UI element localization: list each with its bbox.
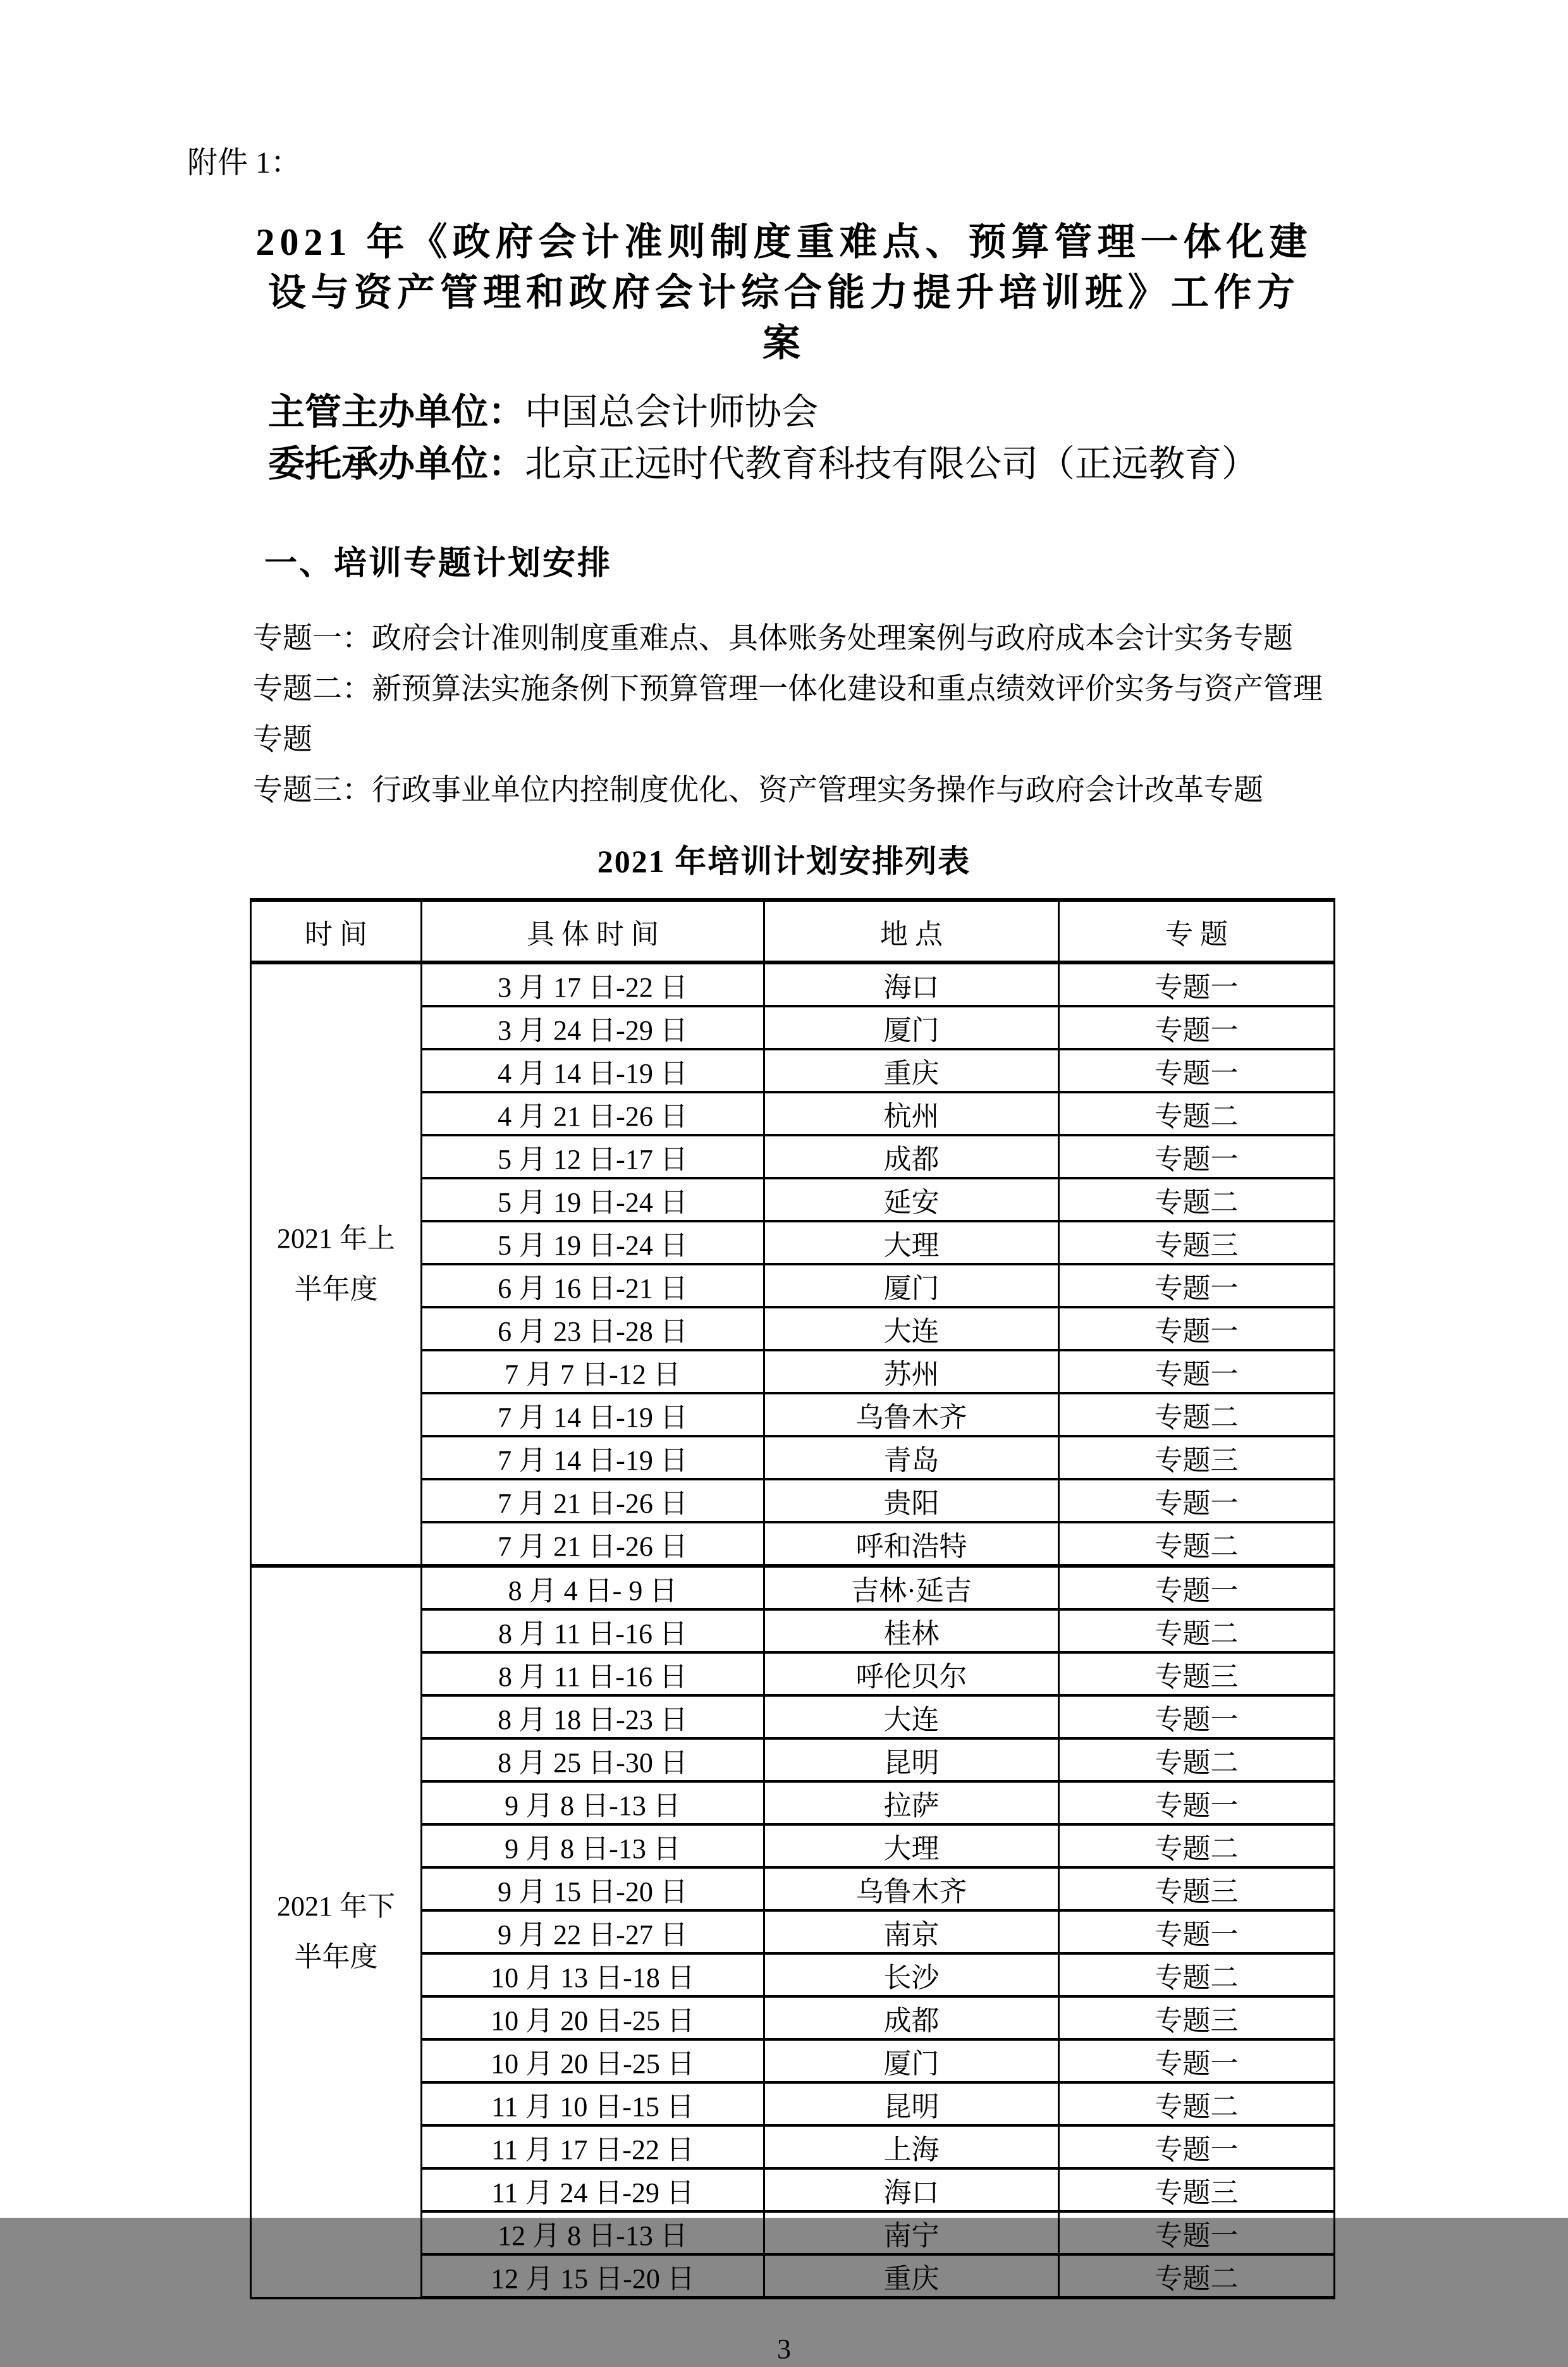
date-cell: 9 月 8 日-13 日 — [422, 1824, 764, 1867]
location-cell: 延安 — [764, 1178, 1059, 1221]
date-cell: 5 月 12 日-17 日 — [422, 1135, 764, 1178]
topic-cell: 专题一 — [1059, 2211, 1335, 2254]
topic-cell: 专题一 — [1059, 1781, 1335, 1824]
topic-cell: 专题一 — [1059, 1307, 1335, 1350]
period-line: 2021 年上 — [277, 1223, 395, 1254]
table-title: 2021 年培训计划安排列表 — [597, 844, 971, 879]
title-line: 设与资产管理和政府会计综合能力提升培训班》工作方 — [268, 272, 1300, 314]
attachment-label: 附件 1： — [187, 146, 302, 180]
topic-cell: 专题三 — [1059, 2168, 1335, 2211]
location-cell: 贵阳 — [764, 1479, 1059, 1522]
topic-cell: 专题一 — [1059, 1566, 1335, 1609]
date-cell: 8 月 11 日-16 日 — [422, 1652, 764, 1695]
date-cell: 11 月 17 日-22 日 — [422, 2125, 764, 2168]
date-cell: 7 月 14 日-19 日 — [422, 1436, 764, 1479]
topic-line: 专题三：行政事业单位内控制度优化、资产管理实务操作与政府会计改革专题 — [253, 774, 1263, 807]
date-cell: 12 月 15 日-20 日 — [422, 2254, 764, 2298]
topic-cell: 专题一 — [1059, 962, 1335, 1006]
topic-cell: 专题三 — [1059, 1996, 1335, 2039]
date-cell: 7 月 21 日-26 日 — [422, 1479, 764, 1522]
period-cell — [251, 1566, 422, 2298]
topic-cell: 专题一 — [1059, 1264, 1335, 1307]
header-cell-location: 地 点 — [764, 900, 1059, 962]
date-cell: 5 月 19 日-24 日 — [422, 1221, 764, 1264]
topic-cell: 专题一 — [1059, 1135, 1335, 1178]
date-cell: 8 月 4 日- 9 日 — [422, 1566, 764, 1609]
date-cell: 6 月 16 日-21 日 — [422, 1264, 764, 1307]
topic-cell: 专题一 — [1059, 1910, 1335, 1953]
location-cell: 上海 — [764, 2125, 1059, 2168]
date-cell: 8 月 11 日-16 日 — [422, 1609, 764, 1652]
topic-cell: 专题二 — [1059, 1092, 1335, 1135]
date-cell: 11 月 24 日-29 日 — [422, 2168, 764, 2211]
location-cell: 重庆 — [764, 2254, 1059, 2298]
location-cell: 呼伦贝尔 — [764, 1652, 1059, 1695]
organizer-line — [268, 438, 1568, 490]
location-cell: 南京 — [764, 1910, 1059, 1953]
date-cell: 7 月 14 日-19 日 — [422, 1393, 764, 1436]
location-cell: 昆明 — [764, 2082, 1059, 2125]
location-cell: 海口 — [764, 2168, 1059, 2211]
location-cell: 吉林·延吉 — [764, 1566, 1059, 1609]
date-cell: 4 月 14 日-19 日 — [422, 1049, 764, 1092]
topic-cell: 专题二 — [1059, 1178, 1335, 1221]
date-cell: 5 月 19 日-24 日 — [422, 1178, 764, 1221]
topic-cell: 专题一 — [1059, 1006, 1335, 1049]
header-cell-topic: 专 题 — [1059, 900, 1335, 962]
topic-cell: 专题一 — [1059, 2039, 1335, 2082]
topic-cell: 专题三 — [1059, 1867, 1335, 1910]
table-header-row — [251, 900, 1335, 962]
location-cell: 大理 — [764, 1221, 1059, 1264]
topic-cell: 专题二 — [1059, 1824, 1335, 1867]
topic-line: 专题二：新预算法实施条例下预算管理一体化建设和重点绩效评价实务与资产管理专题 — [253, 673, 1323, 756]
date-cell: 8 月 25 日-30 日 — [422, 1738, 764, 1781]
location-cell: 海口 — [764, 962, 1059, 1006]
header-cell-date: 具 体 时 间 — [422, 900, 764, 962]
date-cell: 4 月 21 日-26 日 — [422, 1092, 764, 1135]
location-cell: 青岛 — [764, 1436, 1059, 1479]
topic-cell: 专题二 — [1059, 1393, 1335, 1436]
topic-cell: 专题二 — [1059, 1738, 1335, 1781]
topic-cell: 专题一 — [1059, 2125, 1335, 2168]
page-number: 3 — [777, 2333, 791, 2364]
section-heading: 一、培训专题计划安排 — [264, 545, 613, 582]
organizer-line — [268, 386, 1568, 438]
location-cell: 成都 — [764, 1135, 1059, 1178]
organizer-label: 委托承办单位： — [268, 443, 525, 484]
location-cell: 大连 — [764, 1695, 1059, 1738]
period-line: 半年度 — [294, 1274, 378, 1305]
topic-cell: 专题一 — [1059, 1479, 1335, 1522]
location-cell: 长沙 — [764, 1953, 1059, 1996]
organizer-block — [268, 386, 1568, 490]
date-cell: 7 月 21 日-26 日 — [422, 1522, 764, 1566]
location-cell: 桂林 — [764, 1609, 1059, 1652]
date-cell: 9 月 15 日-20 日 — [422, 1867, 764, 1910]
date-cell: 10 月 13 日-18 日 — [422, 1953, 764, 1996]
schedule-table-body — [251, 962, 1335, 2298]
period-line: 半年度 — [294, 1941, 378, 1973]
date-cell: 9 月 8 日-13 日 — [422, 1781, 764, 1824]
location-cell: 大连 — [764, 1307, 1059, 1350]
date-cell: 3 月 17 日-22 日 — [422, 962, 764, 1006]
topic-cell: 专题三 — [1059, 1221, 1335, 1264]
location-cell: 南宁 — [764, 2211, 1059, 2254]
location-cell: 苏州 — [764, 1350, 1059, 1393]
topic-cell: 专题一 — [1059, 1695, 1335, 1738]
location-cell: 拉萨 — [764, 1781, 1059, 1824]
schedule-table — [250, 898, 1335, 2299]
topic-cell: 专题三 — [1059, 1652, 1335, 1695]
topic-cell: 专题一 — [1059, 1049, 1335, 1092]
date-cell: 7 月 7 日-12 日 — [422, 1350, 764, 1393]
date-cell: 8 月 18 日-23 日 — [422, 1695, 764, 1738]
date-cell: 6 月 23 日-28 日 — [422, 1307, 764, 1350]
location-cell: 乌鲁木齐 — [764, 1393, 1059, 1436]
location-cell: 呼和浩特 — [764, 1522, 1059, 1566]
date-cell: 9 月 22 日-27 日 — [422, 1910, 764, 1953]
location-cell: 乌鲁木齐 — [764, 1867, 1059, 1910]
organizer-label: 主管主办单位： — [268, 391, 525, 433]
topic-cell: 专题二 — [1059, 1609, 1335, 1652]
topic-cell: 专题二 — [1059, 1522, 1335, 1566]
topic-cell: 专题一 — [1059, 1350, 1335, 1393]
organizer-value: 北京正远时代教育科技有限公司（正远教育） — [525, 443, 1259, 484]
location-cell: 大理 — [764, 1824, 1059, 1867]
date-cell: 3 月 24 日-29 日 — [422, 1006, 764, 1049]
location-cell: 厦门 — [764, 1006, 1059, 1049]
date-cell: 10 月 20 日-25 日 — [422, 2039, 764, 2082]
topic-cell: 专题二 — [1059, 2082, 1335, 2125]
organizer-value: 中国总会计师协会 — [525, 391, 819, 433]
location-cell: 重庆 — [764, 1049, 1059, 1092]
header-cell-time: 时 间 — [251, 900, 422, 962]
location-cell: 厦门 — [764, 2039, 1059, 2082]
date-cell: 10 月 20 日-25 日 — [422, 1996, 764, 2039]
period-line: 2021 年下 — [277, 1891, 395, 1922]
location-cell: 昆明 — [764, 1738, 1059, 1781]
title-line: 案 — [763, 323, 805, 364]
topic-list — [253, 613, 1325, 816]
topic-cell: 专题三 — [1059, 1436, 1335, 1479]
topic-line: 专题一：政府会计准则制度重难点、具体账务处理案例与政府成本会计实务专题 — [253, 622, 1293, 655]
table-row — [251, 962, 1335, 1006]
title-line: 2021 年《政府会计准则制度重难点、预算管理一体化建 — [255, 221, 1313, 263]
location-cell: 成都 — [764, 1996, 1059, 2039]
table-row — [251, 1566, 1335, 1609]
location-cell: 厦门 — [764, 1264, 1059, 1307]
period-cell — [251, 962, 422, 1566]
document-title — [221, 217, 1347, 369]
location-cell: 杭州 — [764, 1092, 1059, 1135]
topic-cell: 专题二 — [1059, 1953, 1335, 1996]
date-cell: 12 月 8 日-13 日 — [422, 2211, 764, 2254]
date-cell: 11 月 10 日-15 日 — [422, 2082, 764, 2125]
topic-cell: 专题二 — [1059, 2254, 1335, 2298]
